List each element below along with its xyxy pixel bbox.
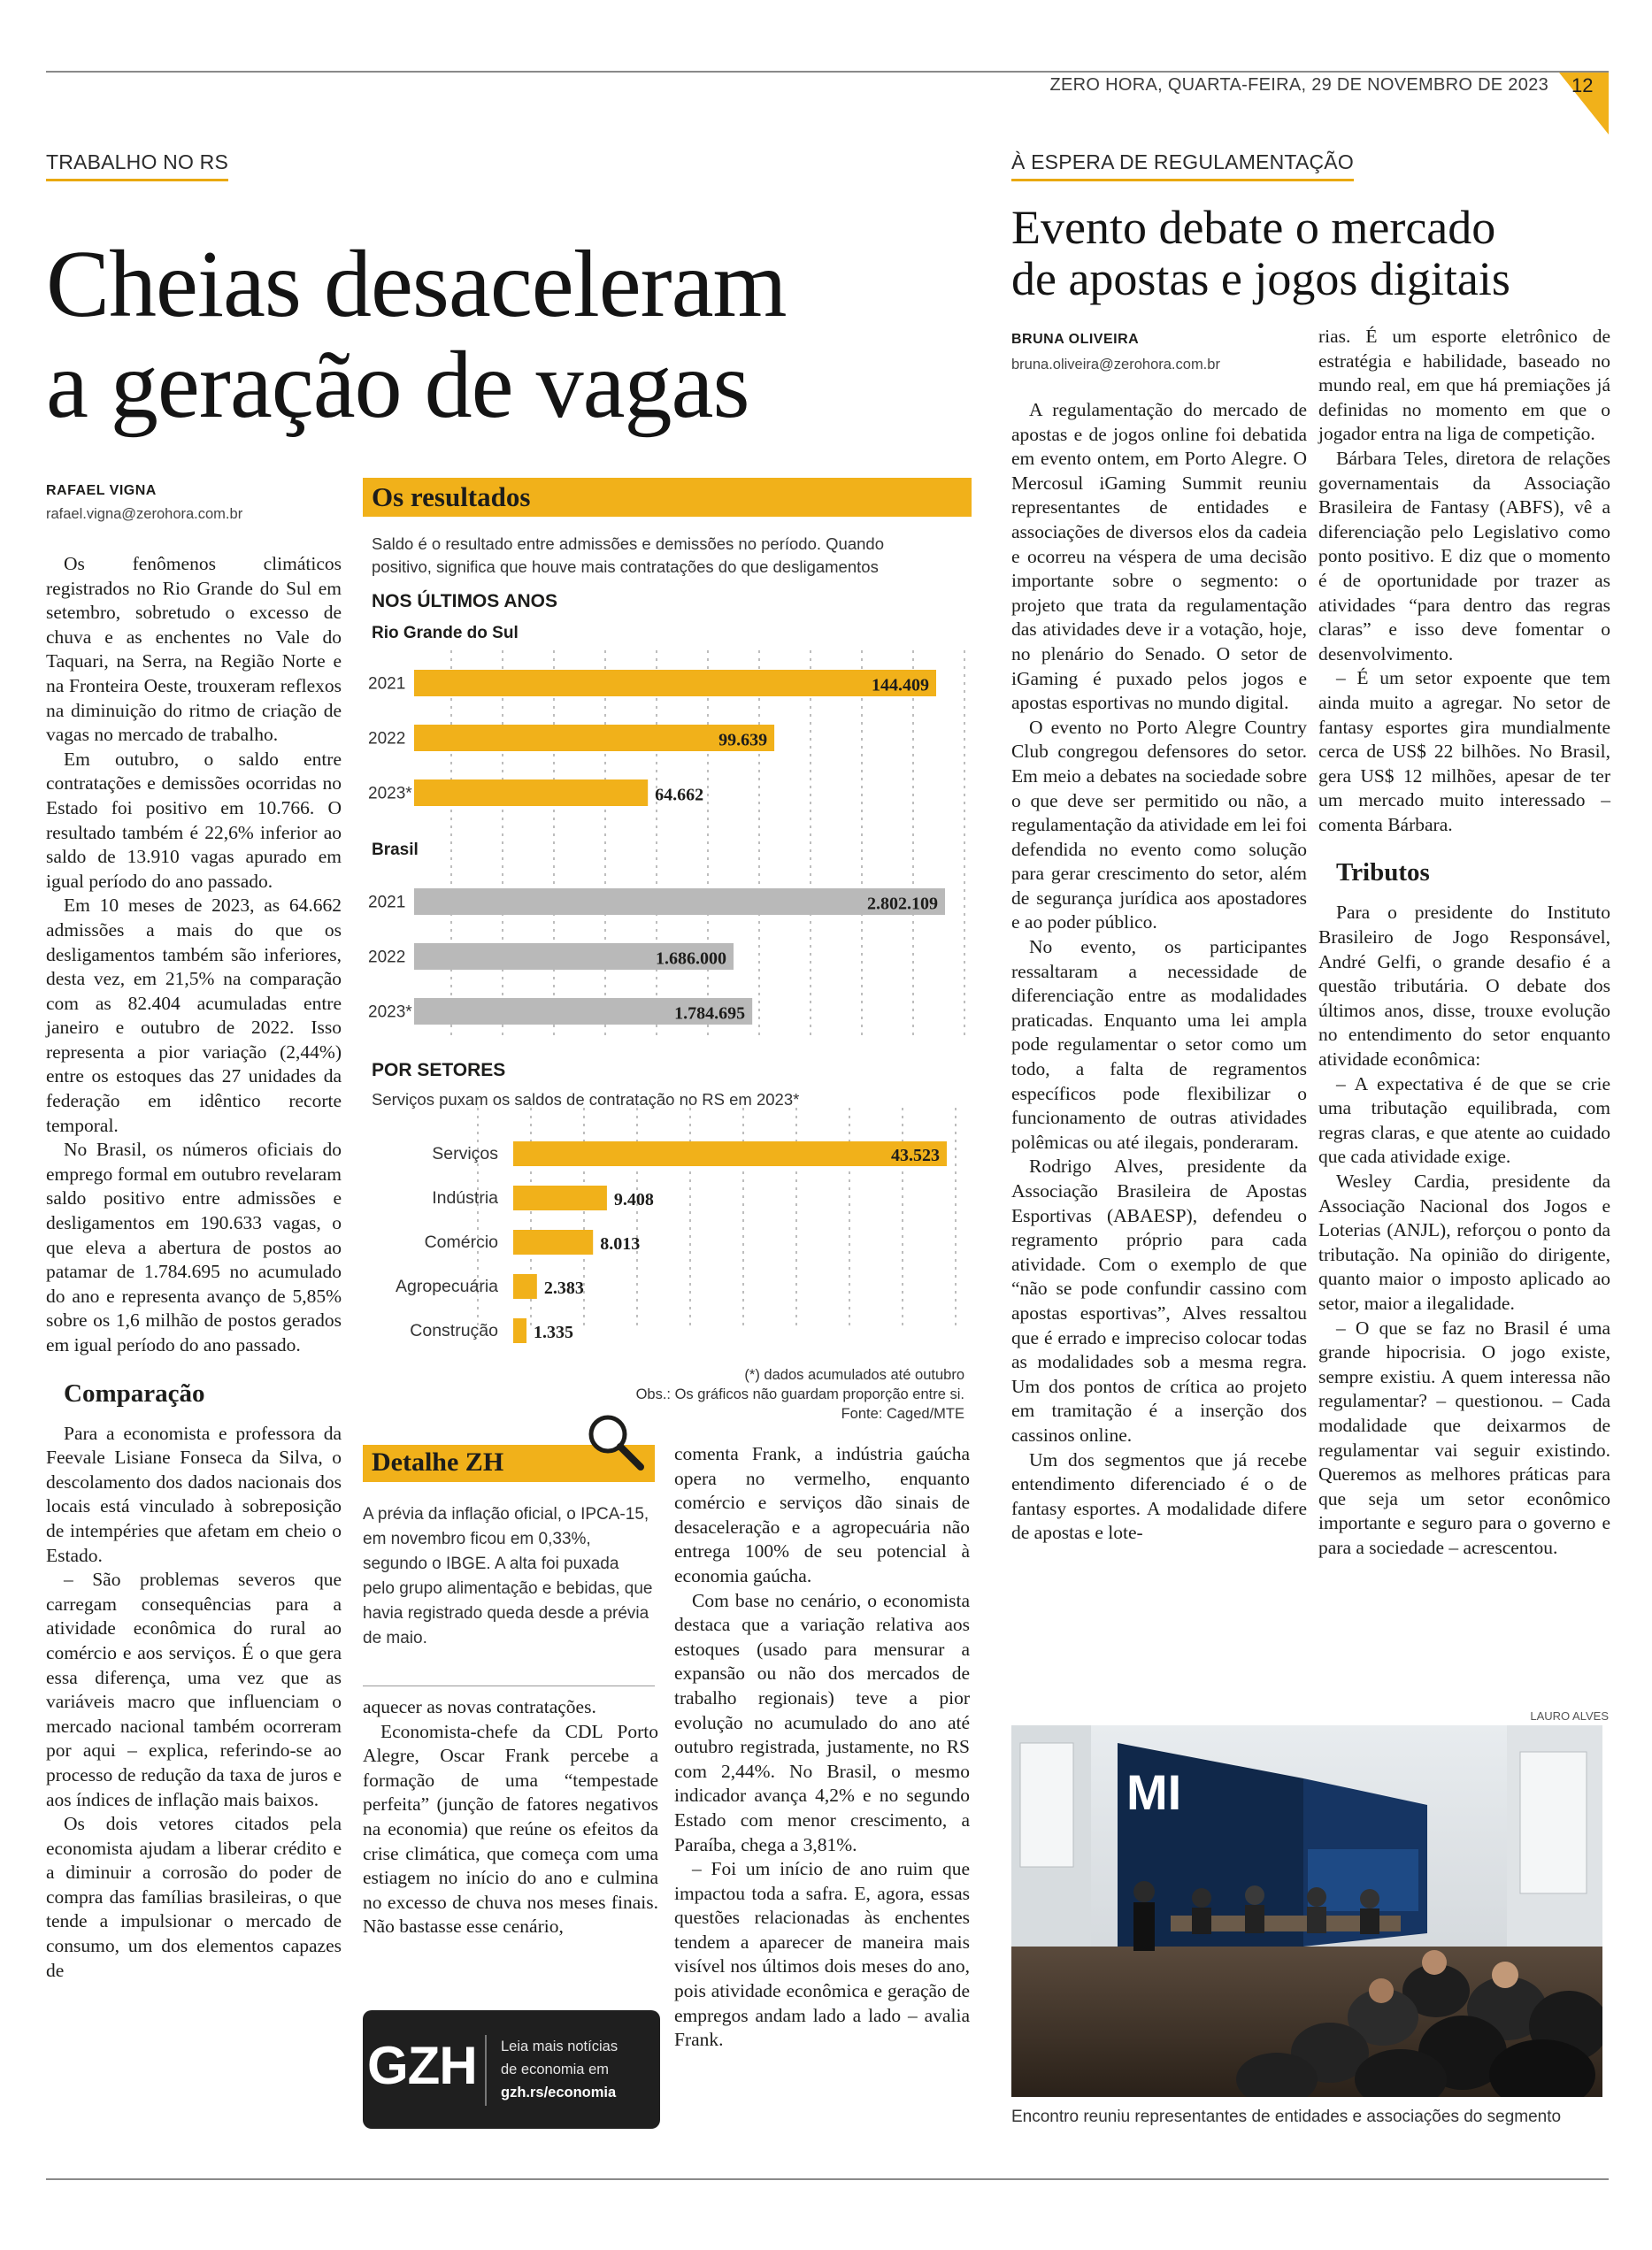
paragraph: – São problemas severos que carregam consequências para a atividade econômica do rural ao comércio e aos serviços. É o que gera essa diferença, uma vez que as variáveis macro que influenciam o mercado nacional também ocorreram por aqui – explica, referindo-se ao processo de redução da taxa de juros e aos índices de inflação mais baixos.: [46, 1569, 342, 1810]
main-headline: [46, 234, 984, 436]
paragraph: aquecer as novas contratações.: [363, 1696, 596, 1717]
article-column-5: [1318, 325, 1610, 1561]
bar: [513, 1141, 947, 1166]
bar-value-label: 99.639: [718, 730, 768, 750]
subhead-tributos: Tributos: [1336, 858, 1430, 887]
paragraph: Economista-chefe da CDL Porto Alegre, Oscar Frank percebe a formação de uma “tempestade perfeita” (junção de fatores negativos na economia) que reúne os efeitos da crise climática, que começa com uma estiagem no início do ano e culmina no excesso de chuva nos meses finais. Não bastasse esse cenário,: [363, 1720, 658, 1938]
divider: [485, 2035, 487, 2106]
event-photo: [1011, 1725, 1602, 2097]
article-column-3: [674, 1442, 970, 2053]
bar: [414, 670, 936, 696]
right-headline: [1011, 202, 1613, 304]
gzh-link[interactable]: gzh.rs/economia: [501, 2085, 617, 2100]
bar-value-label: 8.013: [600, 1233, 641, 1254]
author-name: RAFAEL VIGNA: [46, 483, 157, 498]
paragraph: Para a economista e professora da Feevale Lisiane Fonseca da Silva, o descolamento dos dados nacionais dos locais está vinculado à sobreposição de intempéries que afetam em cheio o Estado.: [46, 1422, 342, 1566]
date-line: ZERO HORA, QUARTA-FEIRA, 29 DE NOVEMBRO DE 2023: [1049, 75, 1548, 95]
section-kicker-right: À ESPERA DE REGULAMENTAÇÃO: [1011, 150, 1354, 181]
paragraph: – Foi um início de ano ruim que impactou toda a safra. E, agora, essas questões relacionadas às enchentes tendem a aparecer de maneira mais visível nos últimos dois meses do ano, pois atividade econômica e geração de empregos andam lado a lado – avalia Frank.: [674, 1858, 970, 2051]
bottom-rule: [46, 2178, 1609, 2180]
paragraph: – O que se faz no Brasil é uma grande hipocrisia. O jogo existe, sempre existiu. A quem interessa não regulamentar? – questionou. – Cada modalidade que deixarmos de regulamentar vai seguir existindo. Queremos as melhores práticas para que seja um setor econômico importante e seguro para o governo e para a sociedade – acrescentou.: [1318, 1317, 1610, 1558]
photo-credit: LAURO ALVES: [1530, 1709, 1609, 1723]
chart-group-brasil: Brasil: [372, 841, 419, 859]
bar-category-label: 2023*: [368, 784, 412, 803]
author-name: BRUNA OLIVEIRA: [1011, 332, 1140, 347]
bar: [513, 1318, 526, 1343]
paragraph: Os fenômenos climáticos registrados no Rio Grande do Sul em setembro, sobretudo o excesso de chuva e as enchentes no Vale do Taquari, na Serra, na Região Norte e na Fronteira Oeste, trouxeram reflexos na diminuição do ritmo de criação de vagas no mercado de trabalho.: [46, 553, 342, 746]
chart-section-heading: NOS ÚLTIMOS ANOS: [372, 591, 557, 611]
bar-value-label: 64.662: [655, 785, 704, 805]
chart-note: Obs.: Os gráficos não guardam proporção entre si.: [635, 1386, 964, 1402]
bar-value-label: 1.335: [534, 1322, 574, 1342]
promo-line: de economia em: [501, 2062, 609, 2077]
top-rule: [46, 71, 1609, 73]
bar-category-label: Serviços: [432, 1144, 498, 1164]
paragraph: Um dos segmentos que já recebe entendimento diferenciado é o de fantasy esportes. A modalidade difere de apostas e lote-: [1011, 1448, 1307, 1544]
paragraph: – A expectativa é de que se crie uma tributação equilibrada, com regras claras, e que atente ao cuidado que cada atividade exige.: [1318, 1072, 1610, 1168]
paragraph: comenta Frank, a indústria gaúcha opera no vermelho, enquanto comércio e serviços dão sinais de desaceleração e a agropecuária não entrega 100% de seu potencial à economia gaúcha.: [674, 1443, 970, 1586]
headline-line: de apostas e jogos digitais: [1011, 252, 1510, 305]
event-photo-illustration: [1011, 1725, 1602, 2097]
paragraph: Rodrigo Alves, presidente da Associação Brasileira de Apostas Esportivas (ABAESP), defendeu o regramento próprio para cada atividade. Com o exemplo de que “não se pode confundir cassino com apostas esportivas”, Alves ressaltou que é errado e impreciso colocar todas as modalidades sob a mesma regra. Um dos pontos de crítica ao projeto em tramitação é a inserção dos cassinos online.: [1011, 1156, 1307, 1446]
article-column-1: [46, 552, 342, 1983]
bar-category-label: 2021: [368, 893, 406, 912]
headline-line: Cheias desaceleram: [46, 232, 787, 337]
author-email[interactable]: rafael.vigna@zerohora.com.br: [46, 506, 243, 522]
bar-value-label: 1.686.000: [656, 948, 727, 969]
paragraph: Com base no cenário, o economista destaca que a variação relativa aos estoques (usado para mensurar a expansão ou não dos mercados de trabalho regionais) teve a pior evolução no acumulado do ano até outubro registrada, justamente, no RS com 2,44%. No Brasil, o mesmo indicador avança 4,2% e no segundo Estado com menor crescimento, a Paraíba, chega a 3,81%.: [674, 1589, 970, 1855]
promo-line: Leia mais notícias: [501, 2039, 619, 2054]
subhead-comparacao: Comparação: [64, 1378, 205, 1408]
gzh-promo-text: [501, 2035, 656, 2104]
bar-category-label: Construção: [410, 1321, 498, 1341]
chart-group-rs: Rio Grande do Sul: [372, 624, 519, 642]
magnifier-icon: [584, 1410, 648, 1474]
gzh-logo: GZH: [367, 2036, 477, 2095]
article-column-2: [363, 1695, 658, 1939]
paragraph: rias. É um esporte eletrônico de estratégia e habilidade, baseado no mundo real, em que há premiações já definidas no momento em que o jogador entra na liga de competição.: [1318, 326, 1610, 445]
chart-subtitle: Saldo é o resultado entre admissões e demissões no período. Quando positivo, significa que houve mais contratações do que desligamentos: [372, 534, 885, 576]
paragraph: Os dois vetores citados pela economista ajudam a liberar crédito e a diminuir a corrosão do poder de compra das famílias brasileiras, o que tende a impulsionar o mercado de consumo, um dos elementos capazes de: [46, 1813, 342, 1981]
bar-value-label: 2.383: [543, 1278, 584, 1298]
bar: [513, 1186, 607, 1210]
bar-category-label: 2023*: [368, 1002, 412, 1022]
bar-value-label: 43.523: [891, 1145, 940, 1165]
bar: [414, 779, 648, 806]
bar-value-label: 9.408: [613, 1189, 654, 1209]
headline-line: a geração de vagas: [46, 333, 749, 438]
paragraph: O evento no Porto Alegre Country Club congregou defensores do setor. Em meio a debates na sociedade sobre o que deve ser permitido ou não, a regulamentação da atividade em lei foi defendida no evento como solução para gerar crescimento do setor, além de segurança jurídica aos apostadores e ao poder público.: [1011, 716, 1307, 933]
paragraph: – É um setor expoente que tem ainda muito a agregar. No setor de fantasy esportes gira mundialmente cerca de US$ 22 bilhões. No Brasil, gera US$ 12 milhões, apesar de ter um mercado muito interessado – comenta Bárbara.: [1318, 667, 1610, 835]
bar-value-label: 2.802.109: [867, 894, 938, 914]
section-kicker-left: TRABALHO NO RS: [46, 150, 228, 181]
page-number: 12: [1571, 74, 1594, 96]
results-chart: [363, 646, 973, 1363]
author-email[interactable]: bruna.oliveira@zerohora.com.br: [1011, 357, 1220, 372]
detalhe-title: Detalhe ZH: [372, 1448, 504, 1477]
paragraph: Para o presidente do Instituto Brasileiro de Jogo Responsável, André Gelfi, o grande desafio é a questão tributária. O debate dos últimos anos, disse, trouxe evolução no entendimento do setor enquanto atividade econômica:: [1318, 902, 1610, 1071]
photo-caption: Encontro reuniu representantes de entidades e associações do segmento: [1011, 2108, 1562, 2126]
bar-value-label: 1.784.695: [674, 1003, 746, 1024]
bar: [414, 888, 945, 915]
bar-category-label: Indústria: [432, 1188, 498, 1209]
chart-setores-desc: Serviços puxam os saldos de contratação no RS em 2023*: [372, 1090, 800, 1109]
chart-source: Fonte: Caged/MTE: [841, 1406, 964, 1422]
paragraph: Em 10 meses de 2023, as 64.662 admissões a mais do que os desligamentos também são inferiores, desta vez, em 21,5% na comparação com as 82.404 acumuladas entre janeiro e outubro de 2022. Isso representa a pior variação (2,44%) entre os estoques das 27 unidades da federação em idêntico recorte temporal.: [46, 895, 342, 1136]
paragraph: Em outubro, o saldo entre contratações e demissões ocorridas no Estado foi positivo em 10.766. O resultado também é 22,6% inferior ao saldo de 13.910 vagas apurado em igual período do ano passado.: [46, 748, 342, 892]
paragraph: No evento, os participantes ressaltaram a necessidade de diferenciação entre as modalidades praticadas. Enquanto uma lei ampla pode regulamentar o setor como um todo, a falta de regramentos específicos pode flexibilizar o funcionamento de outras atividades polêmicas ou até ilegais, ponderaram.: [1011, 936, 1307, 1153]
bar: [513, 1230, 593, 1255]
article-column-4: [1011, 398, 1307, 1546]
detalhe-text: A prévia da inflação oficial, o IPCA-15, em novembro ficou em 0,33%, segundo o IBGE. A alta foi puxada pelo grupo alimentação e bebidas, que havia registrado queda desde a prévia de maio.: [363, 1505, 653, 1647]
bar-category-label: 2022: [368, 729, 406, 749]
paragraph: Wesley Cardia, presidente da Associação Nacional dos Jogos e Loterias (ANJL), reforçou o ponto da tributação. Na opinião do dirigente, quanto maior o imposto aplicado ao setor, maior a ilegalidade.: [1318, 1171, 1610, 1314]
chart-title: Os resultados: [372, 481, 531, 512]
screen-text: MI: [1126, 1764, 1182, 1820]
chart-section-heading-setores: POR SETORES: [372, 1060, 506, 1080]
bar: [513, 1274, 537, 1299]
bar-category-label: Agropecuária: [396, 1277, 498, 1297]
paragraph: A regulamentação do mercado de apostas e de jogos online foi debatida em evento ontem, em Porto Alegre. O Mercosul iGaming Summit reuniu representantes de entidades e associações de diversos elos da cadeia e ocorreu na véspera de uma decisão importante sobre o segmento: o projeto que trata da regulamentação das atividades deve ir a votação, hoje, no plenário do Senado. O setor de iGaming é puxado pelos jogos e apostas esportivas no mundo digital.: [1011, 399, 1307, 714]
chart-note: (*) dados acumulados até outubro: [744, 1367, 964, 1383]
bar-category-label: Comércio: [424, 1233, 498, 1253]
paragraph: No Brasil, os números oficiais do emprego formal em outubro revelaram saldo positivo entre admissões e desligamentos em 190.633 vagas, o que eleva a abertura de postos ao patamar de 1.784.695 no acumulado do ano e representa avanço de 5,85% sobre os 1,6 milhão de postos gerados em igual período do ano passado.: [46, 1139, 342, 1355]
bar-category-label: 2022: [368, 948, 406, 967]
headline-line: Evento debate o mercado: [1011, 201, 1496, 254]
bar-category-label: 2021: [368, 674, 406, 694]
paragraph: Bárbara Teles, diretora de relações governamentais da Associação Brasileira de Fantasy (ABFS), vê a diferenciação pelo Legislativo como ponto positivo. E diz que o momento é de oportunidade por trazer as atividades “para dentro das regras claras” e isso deve fomentar o desenvolvimento.: [1318, 447, 1610, 664]
bar-value-label: 144.409: [872, 675, 929, 695]
